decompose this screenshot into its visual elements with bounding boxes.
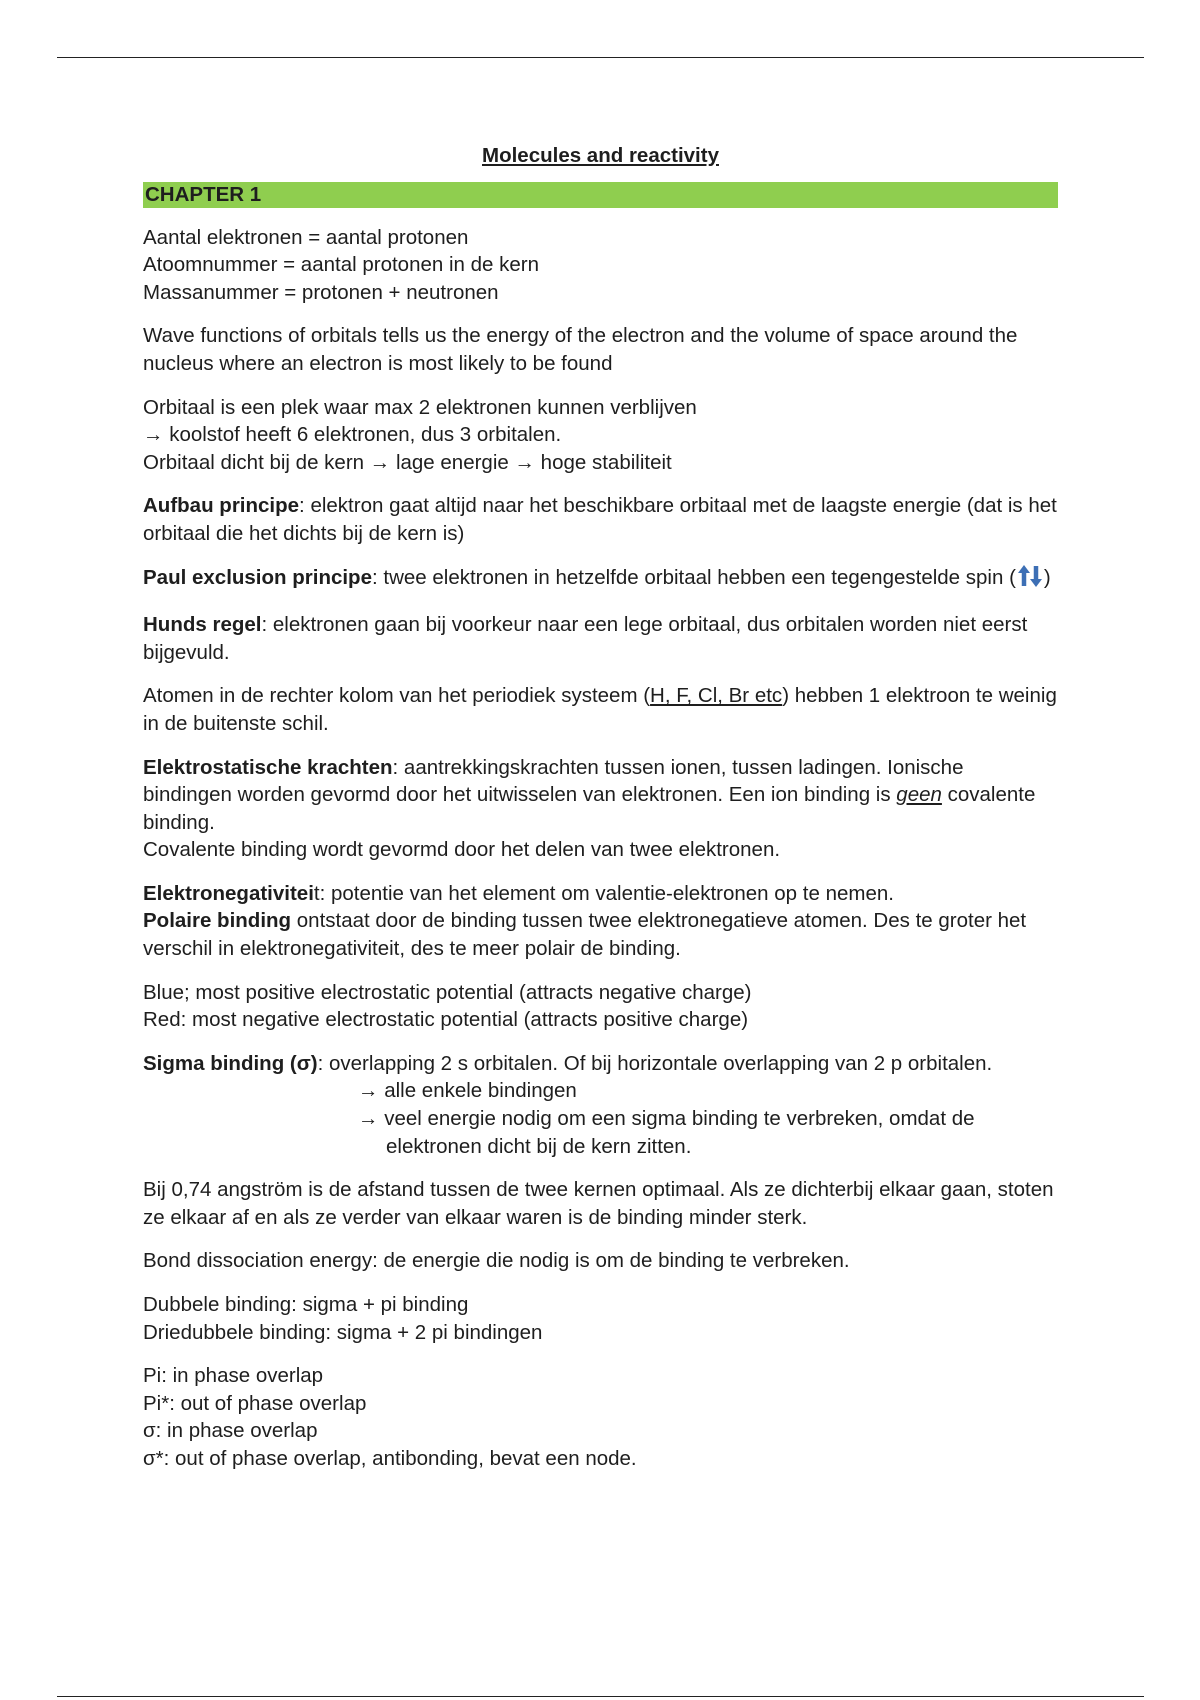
line: Atoomnummer = aantal protonen in de kern	[143, 253, 539, 277]
line: Aantal elektronen = aantal protonen	[143, 225, 469, 249]
paragraph-elektrostatisch	[143, 754, 1058, 864]
term-aufbau: Aufbau principe	[143, 494, 300, 518]
paragraph-angstrom: Bij 0,74 angström is de afstand tussen de twee kernen optimaal. Als ze dichterbij elkaar gaan, stoten ze elkaar af en als ze verder van elkaar waren is de binding minder sterk.	[143, 1178, 1054, 1229]
paragraph-bindingen	[143, 1291, 1058, 1346]
line: Orbitaal is een plek waar max 2 elektronen kunnen verblijven	[143, 395, 697, 419]
sigma-bullets	[358, 1077, 1058, 1160]
line: σ: in phase overlap	[143, 1419, 318, 1443]
paragraph-sigma	[143, 1050, 1058, 1078]
definition: : elektronen gaan bij voorkeur naar een lege orbitaal, dus orbitalen worden niet eerst bijgevuld.	[143, 613, 1028, 664]
term-paul: Paul exclusion principe	[143, 565, 372, 589]
definition: ontstaat door de binding tussen twee elektronegatieve atomen. Des te groter het verschil in elektronegativiteit, des te meer polair de binding.	[143, 909, 1027, 961]
paragraph-aufbau	[143, 492, 1058, 547]
text: Atomen in de rechter kolom van het periodiek systeem (	[143, 684, 651, 708]
list-item: → alle enkele bindingen	[358, 1079, 577, 1103]
line: Covalente binding wordt gevormd door het delen van twee elektronen.	[143, 838, 781, 862]
line: Massanummer = protonen + neutronen	[143, 280, 499, 304]
paragraph-bond-dissociation: Bond dissociation energy: de energie die nodig is om de binding te verbreken.	[143, 1249, 850, 1273]
list-item: → veel energie nodig om een sigma binding te verbreken, omdat de elektronen dicht bij de kern zitten.	[358, 1107, 975, 1158]
paragraph-paul	[143, 564, 1058, 596]
paragraph-orbitaal	[143, 394, 1058, 477]
line: Driedubbele binding: sigma + 2 pi bindingen	[143, 1320, 543, 1344]
page-title: Molecules and reactivity	[482, 144, 719, 167]
definition: : elektron gaat altijd naar het beschikbare orbitaal met de laagste energie (dat is het orbitaal die het dichts bij de kern is)	[143, 494, 1057, 545]
text: ) hebben 1 elektroon te weinig in de buitenste schil.	[143, 684, 1057, 735]
paragraph-atomen	[143, 682, 1058, 737]
definition: covalente binding.	[143, 783, 1036, 834]
term-elektrostatisch: Elektrostatische krachten	[143, 755, 393, 779]
chapter-heading: CHAPTER 1	[143, 182, 1058, 208]
close-paren: )	[1043, 565, 1051, 589]
paragraph-basics	[143, 224, 1058, 307]
paragraph-elektronegativiteit	[143, 880, 1058, 963]
spin-up-down-arrows-icon	[1016, 564, 1044, 596]
line: Pi*: out of phase overlap	[143, 1391, 367, 1415]
term-sigma: Sigma binding (σ)	[143, 1051, 318, 1075]
paragraph-colors	[143, 979, 1058, 1034]
definition: : overlapping 2 s orbitalen. Of bij horizontale overlapping van 2 p orbitalen.	[317, 1051, 993, 1075]
document-body	[143, 138, 1058, 1489]
line: Red: most negative electrostatic potential (attracts positive charge)	[143, 1008, 749, 1032]
line: Blue; most positive electrostatic potential (attracts negative charge)	[143, 980, 752, 1004]
top-rule	[57, 57, 1144, 58]
bottom-rule	[57, 1696, 1144, 1697]
term-elektronegativiteit: Elektronegativitei	[143, 881, 314, 905]
underlined-elements: H, F, Cl, Br etc	[650, 684, 783, 708]
paragraph-wave-functions: Wave functions of orbitals tells us the energy of the electron and the volume of space around the nucleus where an electron is most likely to be found	[143, 324, 1018, 375]
term-hunds: Hunds regel	[143, 613, 262, 637]
line: Orbitaal dicht bij de kern → lage energie → hoge stabiliteit	[143, 450, 672, 474]
line: Dubbele binding: sigma + pi binding	[143, 1293, 469, 1316]
definition: : twee elektronen in hetzelfde orbitaal hebben een tegengestelde spin (	[371, 565, 1016, 589]
line: Pi: in phase overlap	[143, 1364, 324, 1388]
emphasis-geen: geen	[896, 783, 942, 807]
paragraph-overlap	[143, 1362, 1058, 1472]
definition: : aantrekkingskrachten tussen ionen, tussen ladingen. Ionische bindingen worden gevormd door het uitwisselen van elektronen. Een ion binding is	[143, 755, 964, 807]
line: σ*: out of phase overlap, antibonding, bevat een node.	[143, 1446, 637, 1470]
definition: t: potentie van het element om valentie-elektronen op te nemen.	[313, 881, 894, 905]
paragraph-hunds	[143, 611, 1058, 666]
term-polaire-binding: Polaire binding	[143, 909, 292, 933]
line: → koolstof heeft 6 elektronen, dus 3 orbitalen.	[143, 423, 562, 447]
